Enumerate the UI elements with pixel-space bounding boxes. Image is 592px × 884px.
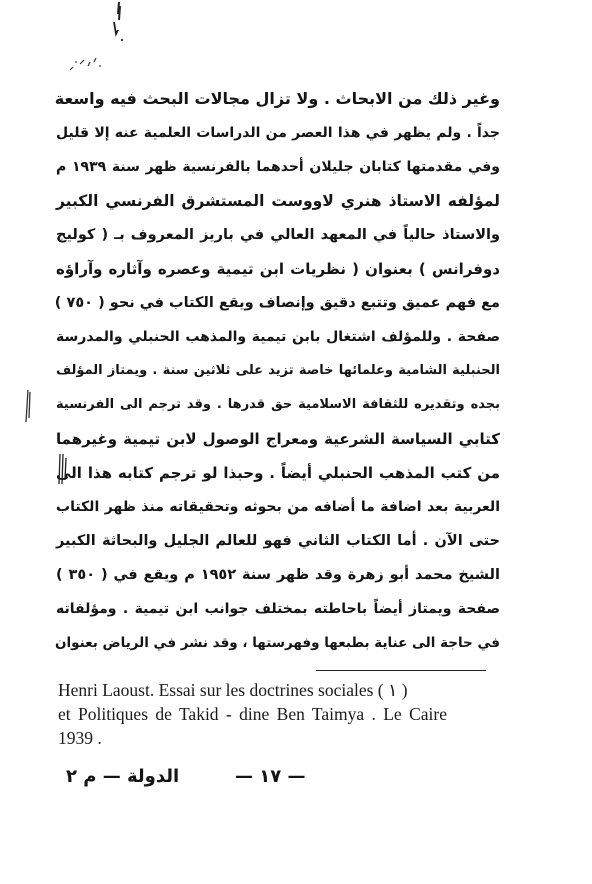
footnote-separator-rule	[316, 670, 486, 671]
body-line-10: بجده وتقديره للثقافة الاسلامية حق قدرها . وقد ترجم الى الفرنسية	[56, 397, 500, 412]
body-line-1: وغير ذلك من الابحاث . ولا تزال مجالات البحث فيه واسعة	[54, 89, 500, 108]
footnote-line-2: et Politiques de Takid - dine Ben Taimya . Le Caire	[58, 704, 447, 724]
body-line-17: في حاجة الى عناية بطبعها وفهرستها ، وقد نشر في الرياض بعنوان	[54, 635, 500, 651]
margin-pencil-mark	[22, 388, 34, 424]
footnote	[58, 678, 498, 750]
body-line-9: الحنبلية الشامية وعلمائها خاصة تزيد على ثلاثين سنة . ويمتاز المؤلف	[56, 363, 500, 378]
margin-pencil-mark	[56, 452, 68, 486]
body-line-6: دوفرانس ) بعنوان ( نظريات ابن تيمية وعصره وآثاره وآراؤه	[56, 260, 500, 278]
body-line-7: مع فهم عميق وتتبع دقيق وإنصاف ويقع الكتاب في نحو ( ٧٥٠ )	[54, 295, 500, 311]
page-number: — ١٧ —	[235, 766, 306, 787]
footnote-line-3: 1939 .	[58, 728, 102, 748]
body-line-14: حتى الآن . أما الكتاب الثاني فهو للعالم الجليل والبحاثة الكبير	[56, 533, 500, 549]
scan-artifact-marks	[40, 0, 140, 90]
body-line-8: صفحة . وللمؤلف اشتغال بابن تيمية والمذهب الحنبلي والمدرسة	[56, 329, 500, 345]
body-line-3: وفي مقدمتها كتابان جليلان أحدهما بالفرنسية ظهر سنة ١٩٣٩ م	[56, 159, 500, 175]
page-footer	[0, 766, 592, 796]
arabic-body-text	[56, 82, 500, 660]
body-line-16: صفحة ويمتاز أيضاً باحاطته بمختلف جوانب ابن تيمية . ومؤلفاته	[56, 601, 500, 617]
body-line-13: العربية بعد اضافة ما أضافه من بحوثه وتحقيقاته منذ ظهر الكتاب	[56, 499, 500, 515]
body-line-5: والاستاذ حالياً في المعهد العالي في باريز المعروف بـ ( كولیج	[56, 227, 500, 243]
footnote-line-1: Henri Laoust. Essai sur les doctrines sociales ( ١ )	[58, 680, 408, 700]
body-line-12: من كتب المذهب الحنبلي أيضاً . وحبذا لو ترجم كتابه هذا الى	[56, 464, 500, 482]
signature-mark: الدولة — م ٢	[66, 766, 180, 787]
body-line-11: كتابي السياسة الشرعية ومعراج الوصول لابن تيمية وغيرهما	[56, 430, 500, 448]
body-line-4: لمؤلفه الاستاذ هنري لاووست المستشرق الفرنسي الكبير	[56, 192, 500, 210]
body-line-15: الشيخ محمد أبو زهرة وقد ظهر سنة ١٩٥٢ م ويقع في ( ٣٥٠ )	[56, 567, 500, 583]
body-line-2: جداً . ولم يظهر في هذا العصر من الدراسات العلمية عنه إلا قليل	[56, 125, 500, 141]
